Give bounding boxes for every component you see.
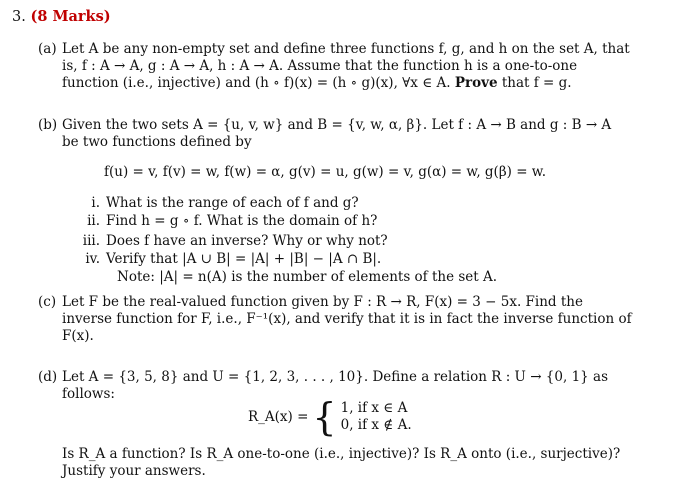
part-c-line-3: F(x).: [62, 328, 94, 344]
item-number: ii.: [87, 213, 100, 229]
part-a-line-2: is, f : A → A, g : A → A, h : A → A. Assume that the function h is a one-to-one: [62, 58, 578, 74]
part-a-line-1: Let A be any non-empty set and define three functions f, g, and h on the set A, that: [62, 41, 630, 57]
part-d-label: (d): [38, 369, 58, 385]
brace-symbol: {: [312, 395, 337, 439]
part-c-line-2: inverse function for F, i.e., F⁻¹(x), and verify that it is in fact the inverse function of: [62, 311, 632, 327]
item-number: iv.: [85, 251, 100, 267]
piecewise-definition: [248, 395, 412, 439]
part-d-line-2: follows:: [62, 386, 115, 402]
item-text: What is the range of each of f and g?: [106, 195, 359, 211]
item-text: Find h = g ∘ f. What is the domain of h?: [106, 213, 378, 229]
piecewise-cases: [341, 400, 412, 434]
part-a-line-3-end: that f = g.: [501, 75, 572, 91]
case-2: 0, if x ∉ A.: [340, 417, 412, 433]
piecewise-lhs: R_A(x) =: [248, 409, 309, 425]
item-text: Verify that |A ∪ B| = |A| + |B| − |A ∩ B|.: [106, 251, 382, 267]
part-b-line-2: be two functions defined by: [62, 134, 252, 150]
part-c-label: (c): [38, 294, 57, 310]
prove-keyword: Prove: [454, 75, 498, 91]
question-title: [12, 9, 111, 25]
part-b-line-1: Given the two sets A = {u, v, w} and B = {v, w, α, β}. Let f : A → B and g : B → A: [62, 117, 612, 133]
item-number: iii.: [82, 233, 100, 249]
part-a-label: (a): [38, 41, 57, 57]
question-number: 3.: [12, 9, 26, 25]
item-number: i.: [91, 195, 100, 211]
part-a-line-3-text: function (i.e., injective) and (h ∘ f)(x) = (h ∘ g)(x), ∀x ∈ A.: [62, 75, 451, 91]
part-b-label: (b): [38, 117, 58, 133]
part-d-line-1: Let A = {3, 5, 8} and U = {1, 2, 3, . . . , 10}. Define a relation R : U → {0, 1} as: [62, 369, 609, 385]
part-d-line-4: Justify your answers.: [62, 463, 206, 479]
item-text: Does f have an inverse? Why or why not?: [106, 233, 388, 249]
part-d-line-3: Is R_A a function? Is R_A one-to-one (i.e., injective)? Is R_A onto (i.e., surjective)?: [62, 446, 621, 462]
function-definition: f(u) = v, f(v) = w, f(w) = α, g(v) = u, g(w) = v, g(α) = w, g(β) = w.: [104, 164, 547, 180]
case-1: 1, if x ∈ A: [340, 400, 408, 416]
part-c-line-1: Let F be the real-valued function given by F : R → R, F(x) = 3 − 5x. Find the: [62, 294, 583, 310]
part-b-note: Note: |A| = n(A) is the number of elements of the set A.: [117, 269, 498, 285]
part-a-line-3: [62, 75, 572, 91]
question-marks: (8 Marks): [30, 8, 111, 25]
